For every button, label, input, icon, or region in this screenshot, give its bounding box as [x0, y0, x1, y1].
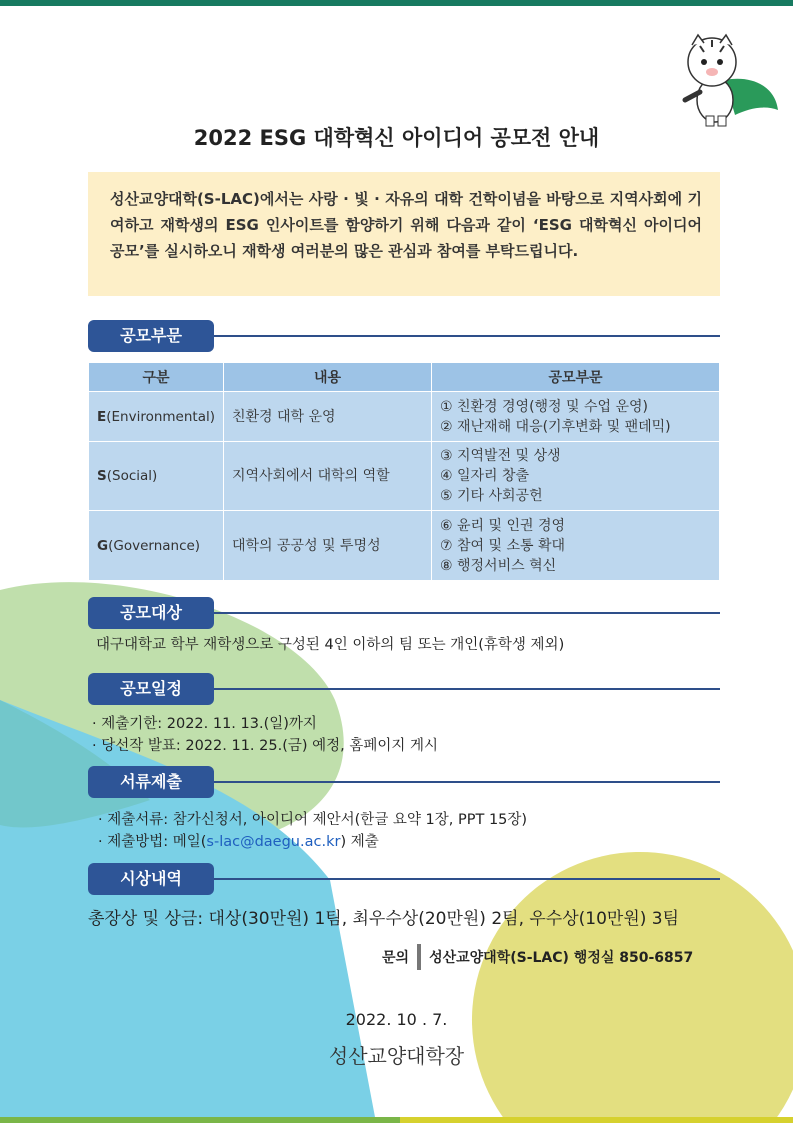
section-header-target — [88, 597, 720, 629]
table-header: 구분 — [89, 363, 224, 392]
target-text: 대구대학교 학부 재학생으로 구성된 4인 이하의 팀 또는 개인(휴학생 제외) — [96, 637, 565, 653]
category-table — [88, 362, 720, 581]
section-header-awards — [88, 863, 720, 895]
tiger-mascot-icon — [680, 30, 780, 130]
divider — [214, 878, 720, 880]
contact-text: 성산교양대학(S-LAC) 행정실 850-6857 — [429, 950, 694, 966]
section-label: 시상내역 — [88, 863, 214, 895]
date: 2022. 10 . 7. — [345, 1010, 448, 1029]
table-header: 공모부문 — [432, 363, 720, 392]
page-title: 2022 ESG 대학혁신 아이디어 공모전 안내 — [193, 126, 600, 150]
category-content: 대학의 공공성 및 투명성 — [224, 511, 432, 581]
category-items: ③ 지역발전 및 상생 ④ 일자리 창출 ⑤ 기타 사회공헌 — [432, 442, 720, 511]
section-label: 서류제출 — [88, 766, 214, 798]
section-label: 공모부문 — [88, 320, 214, 352]
schedule-deadline: · 제출기한: 2022. 11. 13.(일)까지 — [92, 716, 317, 732]
table-row — [89, 392, 720, 442]
section-label: 공모대상 — [88, 597, 214, 629]
table-row — [89, 511, 720, 581]
table-row — [89, 442, 720, 511]
section-label: 공모일정 — [88, 673, 214, 705]
bottom-bar-yellow — [400, 1117, 793, 1123]
email-link[interactable]: s-lac@daegu.ac.kr — [206, 834, 341, 850]
category-content: 친환경 대학 운영 — [224, 392, 432, 442]
category-key: E(Environmental) — [89, 392, 224, 442]
submission-method: · 제출방법: 메일(s-lac@daegu.ac.kr) 제출 — [98, 834, 379, 850]
intro-box: 성산교양대학(S-LAC)에서는 사랑 · 빛 · 자유의 대학 건학이념을 바탕으로 지역사회에 기여하고 재학생의 ESG 인사이트를 함양하기 위해 다음과 같이 ‘ESG 대학혁신 아이디어 공모’를 실시하오니 재학생 여러분의 많은 관심과 참여를 부탁드립니다. — [88, 172, 720, 296]
section-header-submission — [88, 766, 720, 798]
divider — [214, 688, 720, 690]
divider — [214, 781, 720, 783]
category-content: 지역사회에서 대학의 역할 — [224, 442, 432, 511]
section-header-category — [88, 320, 720, 352]
contact — [382, 944, 693, 970]
awards-text: 총장상 및 상금: 대상(30만원) 1팀, 최우수상(20만원) 2팀, 우수상(10만원) 3팀 — [88, 909, 680, 929]
divider — [417, 944, 421, 970]
category-items: ⑥ 윤리 및 인권 경영 ⑦ 참여 및 소통 확대 ⑧ 행정서비스 혁신 — [432, 511, 720, 581]
divider — [214, 335, 720, 337]
category-key: G(Governance) — [89, 511, 224, 581]
schedule-announcement: · 당선작 발표: 2022. 11. 25.(금) 예정, 홈페이지 게시 — [92, 738, 439, 754]
top-bar — [0, 0, 793, 6]
category-items: ① 친환경 경영(행정 및 수업 운영) ② 재난재해 대응(기후변화 및 팬데믹) — [432, 392, 720, 442]
signature: 성산교양대학장 — [328, 1044, 465, 1068]
table-header: 내용 — [224, 363, 432, 392]
bottom-bar-green — [0, 1117, 400, 1123]
divider — [214, 612, 720, 614]
contact-label: 문의 — [382, 950, 410, 966]
submission-documents: · 제출서류: 참가신청서, 아이디어 제안서(한글 요약 1장, PPT 15장) — [98, 812, 528, 828]
category-key: S(Social) — [89, 442, 224, 511]
section-header-schedule — [88, 673, 720, 705]
